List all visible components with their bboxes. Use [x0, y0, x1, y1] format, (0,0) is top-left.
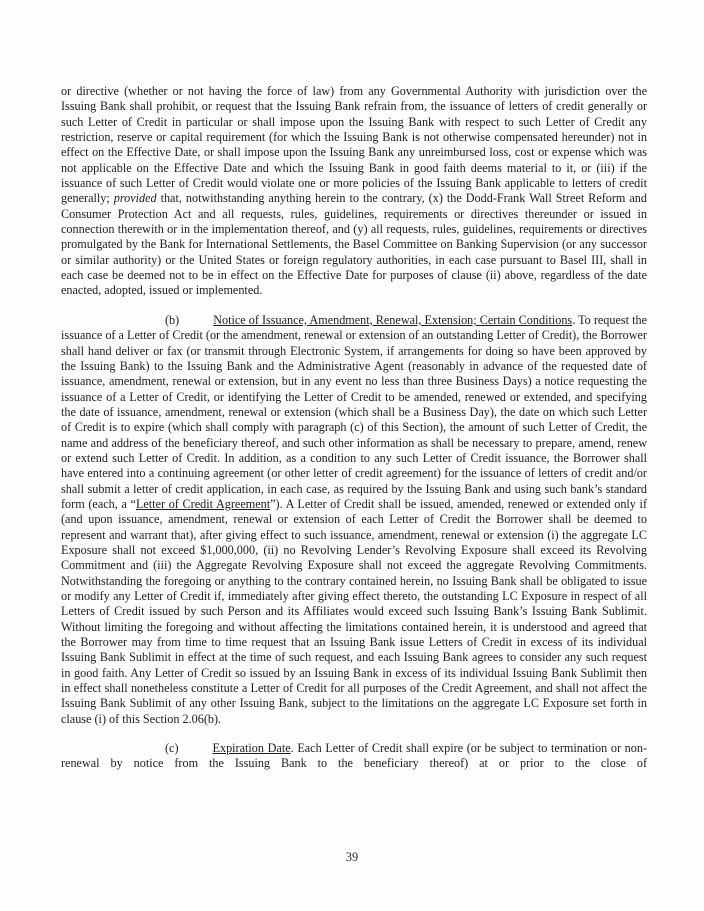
paragraph-b-heading: Notice of Issuance, Amendment, Renewal, Extension; Certain Conditions — [213, 312, 573, 327]
paragraph-c — [61, 741, 647, 772]
paragraph-b-label: (b) — [165, 312, 180, 327]
page-text-block — [61, 84, 647, 772]
provided-italic-term: provided — [113, 191, 157, 206]
continuation-text-after-provided: that, notwithstanding anything herein to the contrary, (x) the Dodd-Frank Wall Street Reform and Consumer Protection Act and all requests, rules, guidelines, requirements or directives thereunder or issued in connection therewith or in the implementation thereof, and (y) all requests, rules, guidelines, requirements or directives promulgated by the Bank for International Settlements, the Basel Committee on Banking Supervision (or any successor or similar authority) or the United States or foreign regulatory authorities, in each case pursuant to Basel III, shall in each case be deemed not to be in effect on the Effective Date for purposes of clause (ii) above, regardless of the date enacted, adopted, issued or implemented. — [61, 191, 647, 298]
paragraph-b-body-part1: . To request the issuance of a Letter of Credit (or the amendment, renewal or extension of an outstanding Letter of Credit), the Borrower shall hand deliver or fax (or transmit through Electronic System, if arrangements for doing so have been approved by the Issuing Bank) to the Issuing Bank and the Administrative Agent (reasonably in advance of the requested date of issuance, amendment, renewal or extension, but in any event no less than three Business Days) a notice requesting the issuance of a Letter of Credit, or identifying the Letter of Credit to be amended, renewed or extended, and specifying the date of issuance, amendment, renewal or extension (which shall be a Business Day), the date on which such Letter of Credit is to expire (which shall comply with paragraph (c) of this Section), the amount of such Letter of Credit, the name and address of the beneficiary thereof, and such other information as shall be necessary to prepare, amend, renew or extend such Letter of Credit. In addition, as a condition to any such Letter of Credit issuance, the Borrower shall have entered into a continuing agreement (or other letter of credit agreement) for the issuance of letters of credit and/or shall submit a letter of credit application, in each case, as required by the Issuing Bank and using such bank’s standard form (each, a “ — [61, 312, 647, 511]
paragraph-continuation — [61, 84, 647, 299]
page-number: 39 — [345, 850, 359, 864]
paragraph-c-body: . Each Letter of Credit shall expire (or be subject to termination or non-renewal by notice from the Issuing Bank to the beneficiary thereof) at or prior to the close of — [61, 741, 647, 771]
paragraph-b — [61, 313, 647, 727]
paragraph-c-label: (c) — [165, 741, 179, 756]
paragraph-c-heading: Expiration Date — [212, 741, 291, 756]
defined-term-letter-of-credit-agreement: Letter of Credit Agreement — [135, 496, 271, 511]
continuation-text-before-provided: or directive (whether or not having the force of law) from any Governmental Authority with jurisdiction over the Issuing Bank shall prohibit, or request that the Issuing Bank refrain from, the issuance of letters of credit generally or such Letter of Credit in particular or shall impose upon the Issuing Bank with respect to such Letter of Credit any restriction, reserve or capital requirement (for which the Issuing Bank is not otherwise compensated hereunder) not in effect on the Effective Date, or shall impose upon the Issuing Bank any unreimbursed loss, cost or expense which was not applicable on the Effective Date and which the Issuing Bank in good faith deems material to it, or (iii) if the issuance of such Letter of Credit would violate one or more policies of the Issuing Bank applicable to letters of credit generally; — [61, 84, 647, 206]
paragraph-b-body-part2: ”). A Letter of Credit shall be issued, amended, renewed or extended only if (and upon issuance, amendment, renewal or extension of each Letter of Credit the Borrower shall be deemed to represent and warrant that), after giving effect to such issuance, amendment, renewal or extension (i) the aggregate LC Exposure shall not exceed $1,000,000, (ii) no Revolving Lender’s Revolving Exposure shall exceed its Revolving Commitment and (iii) the Aggregate Revolving Exposure shall not exceed the aggregate Revolving Commitments. Notwithstanding the foregoing or anything to the contrary contained herein, no Issuing Bank shall be obligated to issue or modify any Letter of Credit if, immediately after giving effect thereto, the outstanding LC Exposure in respect of all Letters of Credit issued by such Person and its Affiliates would exceed such Issuing Bank’s Issuing Bank Sublimit. Without limiting the foregoing and without affecting the limitations contained herein, it is understood and agreed that the Borrower may from time to time request that an Issuing Bank issue Letters of Credit in excess of its individual Issuing Bank Sublimit in effect at the time of such request, and each Issuing Bank agrees to consider any such request in good faith. Any Letter of Credit so issued by an Issuing Bank in excess of its individual Issuing Bank Sublimit then in effect shall nonetheless constitute a Letter of Credit for all purposes of the Credit Agreement, and shall not affect the Issuing Bank Sublimit of any other Issuing Bank, subject to the limitations on the aggregate LC Exposure set forth in clause (i) of this Section 2.06(b). — [61, 496, 647, 726]
